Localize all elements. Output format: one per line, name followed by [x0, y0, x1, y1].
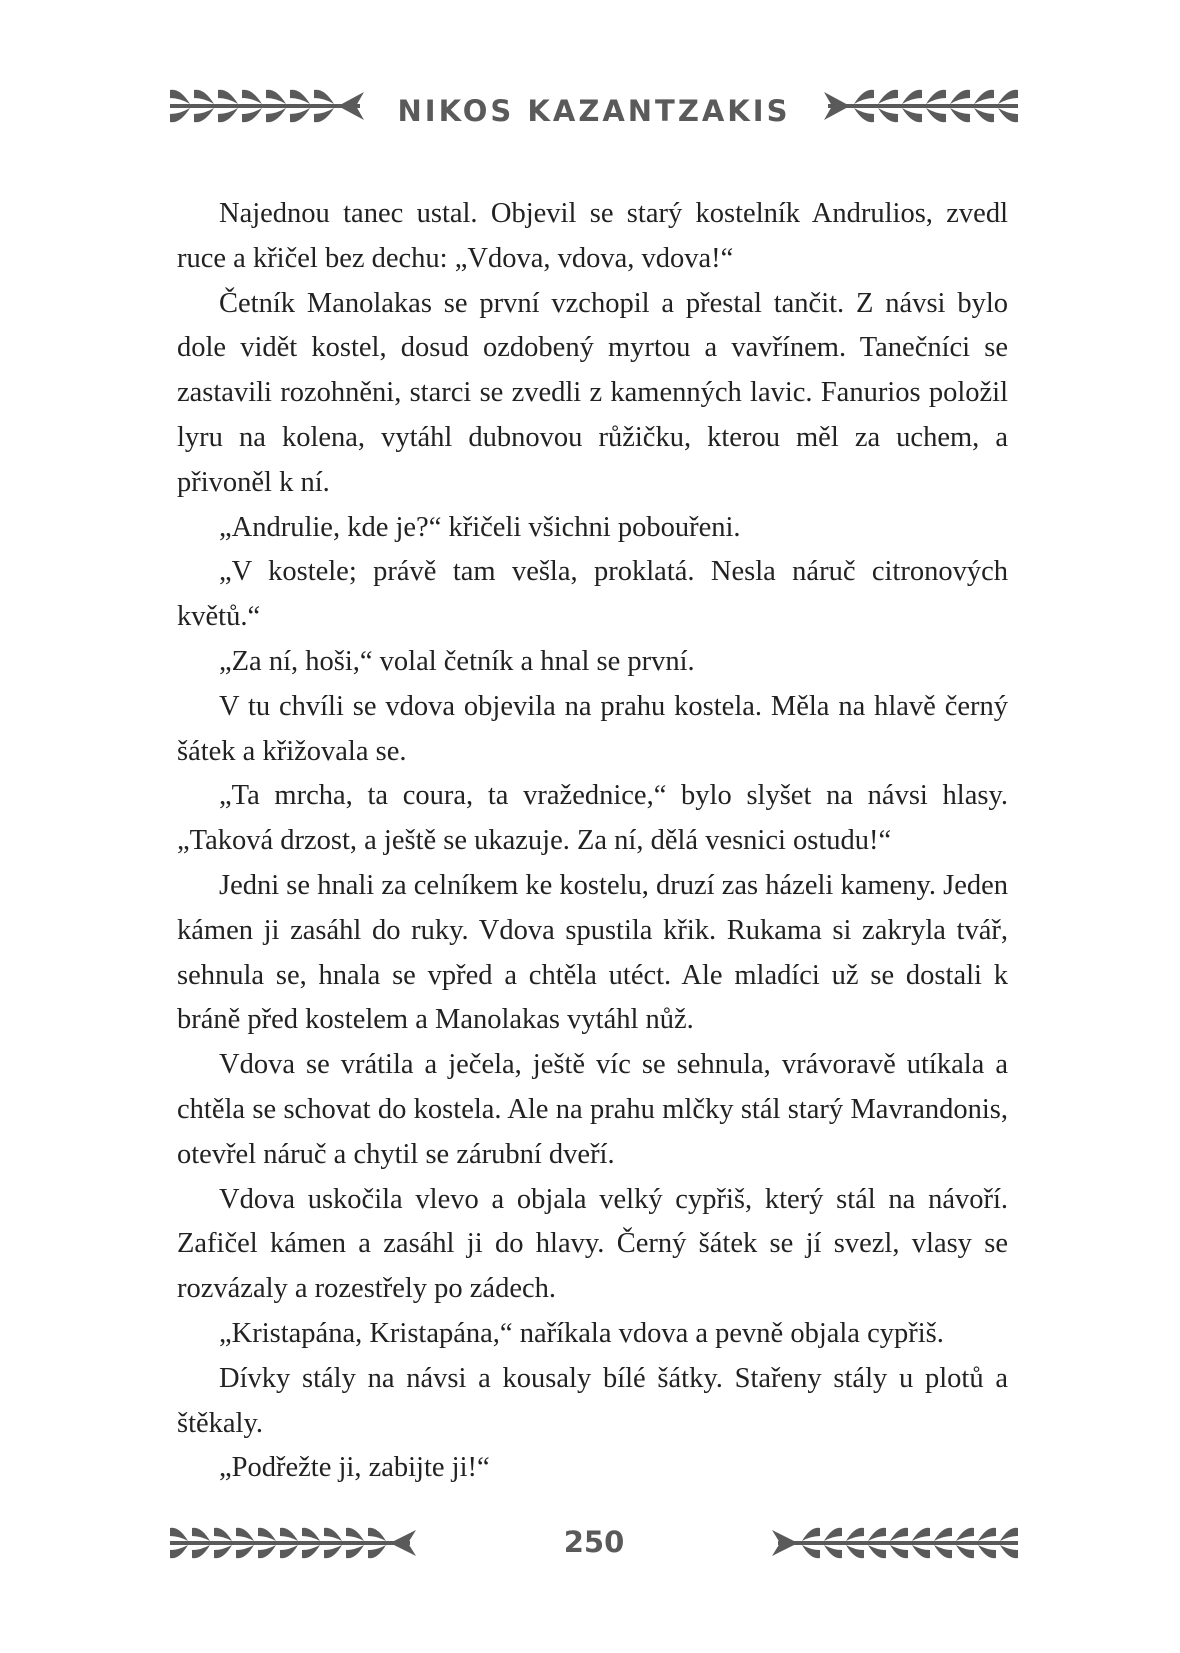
running-title: NIKOS KAZANTZAKIS: [397, 94, 791, 128]
laurel-arrow-left-icon: [818, 84, 1018, 128]
running-header: [170, 84, 1018, 144]
paragraph: Četník Manolakas se první vzchopil a přestal tančit. Z návsi bylo dole vidět kostel, dosud ozdobený myrtou a vavřínem. Tanečníci se zastavili rozohněni, starci se zvedli z kamenných lavic. Fanurios položil lyru na kolena, vytáhl dubnovou růžičku, kterou měl za uchem, a přivoněl k ní.: [177, 287, 1008, 498]
paragraph: V tu chvíli se vdova objevila na prahu kostela. Měla na hlavě černý šátek a křižovala se.: [177, 690, 1008, 767]
paragraph: Jedni se hnali za celníkem ke kostelu, druzí zas házeli kameny. Jeden kámen ji zasáhl do ruky. Vdova spustila křik. Rukama si zakryla tvář, sehnula se, hnala se vpřed a chtěla utéct. Ale mladíci už se dostali k bráně před kostelem a Manolakas vytáhl nůž.: [177, 869, 1008, 1036]
paragraph: „Ta mrcha, ta coura, ta vražednice,“ bylo slyšet na návsi hlasy. „Taková drzost, a ještě se ukazuje. Za ní, dělá vesnici ostudu!“: [177, 780, 1008, 857]
paragraph: „Za ní, hoši,“ volal četník a hnal se první.: [219, 645, 695, 677]
paragraph: „Andrulie, kde je?“ křičeli všichni pobouřeni.: [219, 511, 741, 543]
paragraph: Vdova uskočila vlevo a objala velký cypřiš, který stál na návoří. Zafičel kámen a zasáhl ji do hlavy. Černý šátek se jí svezl, vlasy se rozvázaly a rozestřely po zádech.: [177, 1183, 1008, 1305]
paragraph: „Podřežte ji, zabijte ji!“: [219, 1452, 490, 1484]
body-text: [177, 192, 1008, 1491]
paragraph: Vdova se vrátila a ječela, ještě víc se sehnula, vrávoravě utíkala a chtěla se schovat do kostela. Ale na prahu mlčky stál starý Mavrandonis, otevřel náruč a chytil se zárubní dveří.: [177, 1049, 1008, 1170]
paragraph: „V kostele; právě tam vešla, proklatá. Nesla náruč citronových květů.“: [177, 556, 1008, 633]
page-footer: [170, 1523, 1018, 1573]
paragraph: Najednou tanec ustal. Objevil se starý kostelník Andrulios, zvedl ruce a křičel bez dechu: „Vdova, vdova, vdova!“: [177, 198, 1008, 274]
page-number: 250: [563, 1525, 625, 1559]
paragraph: „Kristapána, Kristapána,“ naříkala vdova a pevně objala cypřiš.: [219, 1317, 944, 1349]
laurel-arrow-left-icon: [768, 1523, 1018, 1563]
paragraph: Dívky stály na návsi a kousaly bílé šátky. Stařeny stály u plotů a štěkaly.: [177, 1362, 1008, 1439]
